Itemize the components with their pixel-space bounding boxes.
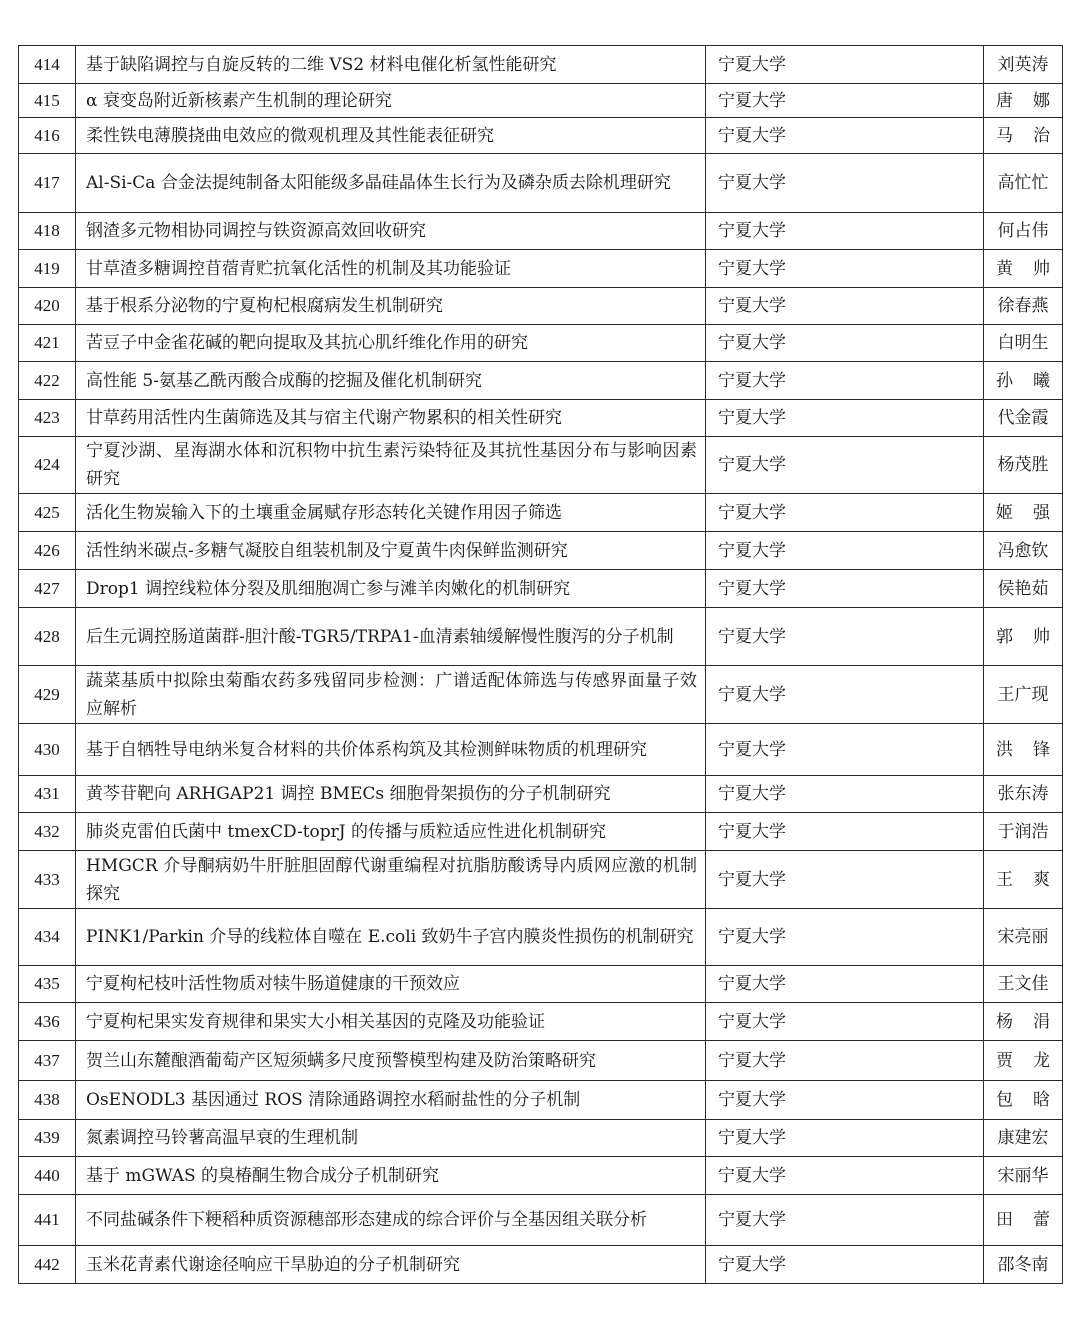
principal-investigator-cell: 于润浩 [984, 813, 1063, 851]
project-number-cell: 428 [19, 608, 76, 666]
project-number-cell: 441 [19, 1195, 76, 1246]
principal-investigator-cell: 郭 帅 [984, 608, 1063, 666]
principal-investigator-cell: 侯艳茹 [984, 570, 1063, 608]
table-row [19, 325, 1063, 362]
project-number-cell: 442 [19, 1246, 76, 1284]
project-number-cell: 438 [19, 1081, 76, 1120]
table-row [19, 1157, 1063, 1195]
institution-cell: 宁夏大学 [706, 154, 984, 213]
institution-cell: 宁夏大学 [706, 118, 984, 154]
principal-investigator-cell: 冯愈钦 [984, 532, 1063, 570]
project-table [18, 45, 1063, 1284]
principal-investigator-cell: 王广现 [984, 666, 1063, 724]
principal-investigator-cell: 孙 曦 [984, 362, 1063, 400]
table-row [19, 400, 1063, 437]
table-row [19, 570, 1063, 608]
table-row [19, 213, 1063, 250]
project-number-cell: 422 [19, 362, 76, 400]
project-number-cell: 435 [19, 966, 76, 1003]
project-number-cell: 417 [19, 154, 76, 213]
project-number-cell: 420 [19, 288, 76, 325]
institution-cell: 宁夏大学 [706, 1003, 984, 1041]
table-row [19, 437, 1063, 494]
project-number-cell: 423 [19, 400, 76, 437]
institution-cell: 宁夏大学 [706, 213, 984, 250]
project-list-page [18, 45, 1062, 1284]
table-row [19, 776, 1063, 813]
institution-cell: 宁夏大学 [706, 494, 984, 532]
principal-investigator-cell: 宋丽华 [984, 1157, 1063, 1195]
institution-cell: 宁夏大学 [706, 851, 984, 909]
institution-cell: 宁夏大学 [706, 1081, 984, 1120]
institution-cell: 宁夏大学 [706, 776, 984, 813]
project-title-cell: 基于自牺牲导电纳米复合材料的共价体系构筑及其检测鲜味物质的机理研究 [76, 724, 706, 776]
institution-cell: 宁夏大学 [706, 288, 984, 325]
table-row [19, 724, 1063, 776]
project-title-cell: 后生元调控肠道菌群-胆汁酸-TGR5/TRPA1-血清素轴缓解慢性腹泻的分子机制 [76, 608, 706, 666]
institution-cell: 宁夏大学 [706, 1246, 984, 1284]
institution-cell: 宁夏大学 [706, 46, 984, 84]
table-row [19, 1120, 1063, 1157]
project-number-cell: 415 [19, 84, 76, 118]
table-row [19, 288, 1063, 325]
principal-investigator-cell: 邵冬南 [984, 1246, 1063, 1284]
principal-investigator-cell: 包 晗 [984, 1081, 1063, 1120]
project-title-cell: 活性纳米碳点-多糖气凝胶自组装机制及宁夏黄牛肉保鲜监测研究 [76, 532, 706, 570]
principal-investigator-cell: 徐春燕 [984, 288, 1063, 325]
institution-cell: 宁夏大学 [706, 250, 984, 288]
principal-investigator-cell: 宋亮丽 [984, 909, 1063, 966]
project-title-cell: α 衰变岛附近新核素产生机制的理论研究 [76, 84, 706, 118]
principal-investigator-cell: 杨 涓 [984, 1003, 1063, 1041]
institution-cell: 宁夏大学 [706, 1195, 984, 1246]
project-number-cell: 433 [19, 851, 76, 909]
table-row [19, 154, 1063, 213]
project-title-cell: 不同盐碱条件下粳稻种质资源穗部形态建成的综合评价与全基因组关联分析 [76, 1195, 706, 1246]
institution-cell: 宁夏大学 [706, 400, 984, 437]
principal-investigator-cell: 白明生 [984, 325, 1063, 362]
project-number-cell: 429 [19, 666, 76, 724]
principal-investigator-cell: 代金霞 [984, 400, 1063, 437]
project-number-cell: 437 [19, 1041, 76, 1081]
institution-cell: 宁夏大学 [706, 813, 984, 851]
institution-cell: 宁夏大学 [706, 570, 984, 608]
project-number-cell: 439 [19, 1120, 76, 1157]
institution-cell: 宁夏大学 [706, 84, 984, 118]
project-number-cell: 434 [19, 909, 76, 966]
table-row [19, 1246, 1063, 1284]
project-title-cell: 肺炎克雷伯氏菌中 tmexCD-toprJ 的传播与质粒适应性进化机制研究 [76, 813, 706, 851]
table-row [19, 250, 1063, 288]
project-title-cell: HMGCR 介导酮病奶牛肝脏胆固醇代谢重编程对抗脂肪酸诱导内质网应激的机制探究 [76, 851, 706, 909]
principal-investigator-cell: 杨茂胜 [984, 437, 1063, 494]
principal-investigator-cell: 唐 娜 [984, 84, 1063, 118]
table-row [19, 1003, 1063, 1041]
project-number-cell: 419 [19, 250, 76, 288]
table-row [19, 608, 1063, 666]
table-row [19, 1195, 1063, 1246]
institution-cell: 宁夏大学 [706, 724, 984, 776]
project-number-cell: 425 [19, 494, 76, 532]
project-title-cell: 宁夏沙湖、星海湖水体和沉积物中抗生素污染特征及其抗性基因分布与影响因素研究 [76, 437, 706, 494]
table-row [19, 46, 1063, 84]
table-row [19, 532, 1063, 570]
project-title-cell: 活化生物炭输入下的土壤重金属赋存形态转化关键作用因子筛选 [76, 494, 706, 532]
table-row [19, 813, 1063, 851]
table-row [19, 851, 1063, 909]
project-table-body [19, 46, 1063, 1284]
principal-investigator-cell: 何占伟 [984, 213, 1063, 250]
institution-cell: 宁夏大学 [706, 362, 984, 400]
institution-cell: 宁夏大学 [706, 966, 984, 1003]
institution-cell: 宁夏大学 [706, 325, 984, 362]
institution-cell: 宁夏大学 [706, 532, 984, 570]
project-title-cell: 基于缺陷调控与自旋反转的二维 VS2 材料电催化析氢性能研究 [76, 46, 706, 84]
project-number-cell: 426 [19, 532, 76, 570]
table-row [19, 1041, 1063, 1081]
project-title-cell: Al-Si-Ca 合金法提纯制备太阳能级多晶硅晶体生长行为及磷杂质去除机理研究 [76, 154, 706, 213]
project-title-cell: Drop1 调控线粒体分裂及肌细胞凋亡参与滩羊肉嫩化的机制研究 [76, 570, 706, 608]
principal-investigator-cell: 王文佳 [984, 966, 1063, 1003]
project-title-cell: 钢渣多元物相协同调控与铁资源高效回收研究 [76, 213, 706, 250]
institution-cell: 宁夏大学 [706, 608, 984, 666]
project-title-cell: 宁夏枸杞果实发育规律和果实大小相关基因的克隆及功能验证 [76, 1003, 706, 1041]
project-number-cell: 430 [19, 724, 76, 776]
project-number-cell: 436 [19, 1003, 76, 1041]
institution-cell: 宁夏大学 [706, 909, 984, 966]
table-row [19, 966, 1063, 1003]
table-row [19, 84, 1063, 118]
institution-cell: 宁夏大学 [706, 1120, 984, 1157]
table-row [19, 494, 1063, 532]
principal-investigator-cell: 高忙忙 [984, 154, 1063, 213]
project-title-cell: 基于根系分泌物的宁夏枸杞根腐病发生机制研究 [76, 288, 706, 325]
project-title-cell: PINK1/Parkin 介导的线粒体自噬在 E.coli 致奶牛子宫内膜炎性损伤的机制研究 [76, 909, 706, 966]
table-row [19, 1081, 1063, 1120]
project-number-cell: 421 [19, 325, 76, 362]
project-title-cell: 基于 mGWAS 的臭椿酮生物合成分子机制研究 [76, 1157, 706, 1195]
project-title-cell: OsENODL3 基因通过 ROS 清除通路调控水稻耐盐性的分子机制 [76, 1081, 706, 1120]
principal-investigator-cell: 马 治 [984, 118, 1063, 154]
principal-investigator-cell: 贾 龙 [984, 1041, 1063, 1081]
project-title-cell: 宁夏枸杞枝叶活性物质对犊牛肠道健康的干预效应 [76, 966, 706, 1003]
project-title-cell: 黄芩苷靶向 ARHGAP21 调控 BMECs 细胞骨架损伤的分子机制研究 [76, 776, 706, 813]
project-title-cell: 蔬菜基质中拟除虫菊酯农药多残留同步检测：广谱适配体筛选与传感界面量子效应解析 [76, 666, 706, 724]
principal-investigator-cell: 田 蕾 [984, 1195, 1063, 1246]
principal-investigator-cell: 王 爽 [984, 851, 1063, 909]
project-number-cell: 431 [19, 776, 76, 813]
project-title-cell: 柔性铁电薄膜挠曲电效应的微观机理及其性能表征研究 [76, 118, 706, 154]
principal-investigator-cell: 姬 强 [984, 494, 1063, 532]
principal-investigator-cell: 张东涛 [984, 776, 1063, 813]
project-title-cell: 苦豆子中金雀花碱的靶向提取及其抗心肌纤维化作用的研究 [76, 325, 706, 362]
project-number-cell: 424 [19, 437, 76, 494]
table-row [19, 909, 1063, 966]
project-number-cell: 440 [19, 1157, 76, 1195]
institution-cell: 宁夏大学 [706, 1157, 984, 1195]
principal-investigator-cell: 洪 锋 [984, 724, 1063, 776]
project-number-cell: 432 [19, 813, 76, 851]
institution-cell: 宁夏大学 [706, 1041, 984, 1081]
institution-cell: 宁夏大学 [706, 666, 984, 724]
project-title-cell: 玉米花青素代谢途径响应干旱胁迫的分子机制研究 [76, 1246, 706, 1284]
institution-cell: 宁夏大学 [706, 437, 984, 494]
table-row [19, 666, 1063, 724]
project-title-cell: 甘草药用活性内生菌筛选及其与宿主代谢产物累积的相关性研究 [76, 400, 706, 437]
table-row [19, 362, 1063, 400]
project-number-cell: 427 [19, 570, 76, 608]
table-row [19, 118, 1063, 154]
project-number-cell: 416 [19, 118, 76, 154]
principal-investigator-cell: 黄 帅 [984, 250, 1063, 288]
project-title-cell: 氮素调控马铃薯高温早衰的生理机制 [76, 1120, 706, 1157]
project-title-cell: 甘草渣多糖调控苜蓿青贮抗氧化活性的机制及其功能验证 [76, 250, 706, 288]
project-number-cell: 418 [19, 213, 76, 250]
project-number-cell: 414 [19, 46, 76, 84]
project-title-cell: 贺兰山东麓酿酒葡萄产区短须螨多尺度预警模型构建及防治策略研究 [76, 1041, 706, 1081]
project-title-cell: 高性能 5-氨基乙酰丙酸合成酶的挖掘及催化机制研究 [76, 362, 706, 400]
principal-investigator-cell: 刘英涛 [984, 46, 1063, 84]
principal-investigator-cell: 康建宏 [984, 1120, 1063, 1157]
